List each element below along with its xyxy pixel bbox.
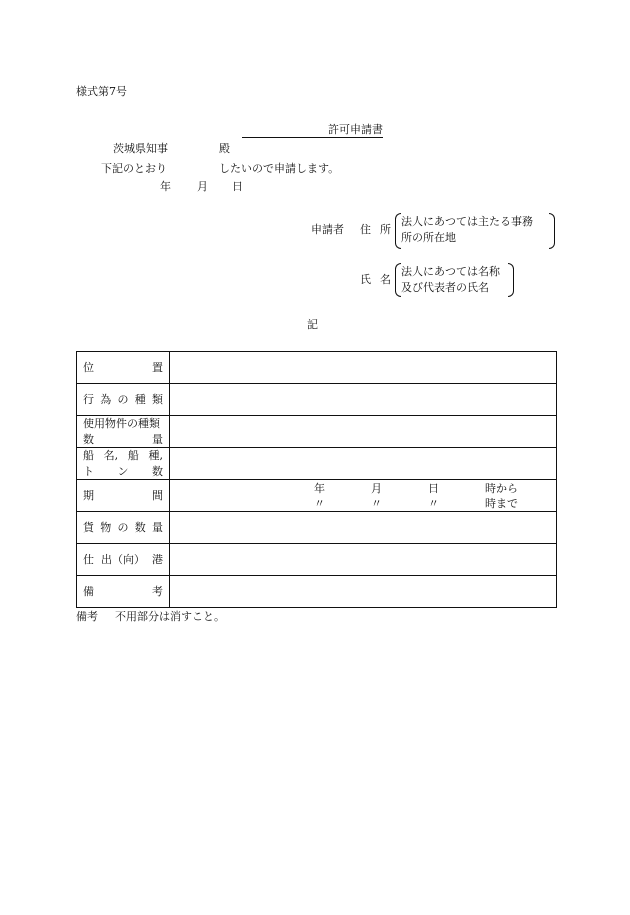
- footnote-text: 不用部分は消すこと。: [115, 610, 225, 623]
- application-table: [76, 351, 557, 608]
- label-char: 期: [83, 488, 94, 502]
- period-until-hour: 時まで: [485, 497, 518, 510]
- label-char: 類: [152, 392, 163, 406]
- document-title: 許可申請書: [242, 124, 383, 138]
- label-char: 出（向）: [101, 552, 145, 566]
- row-label-activity-type: [77, 384, 170, 416]
- period-from-year: 年: [314, 482, 325, 495]
- table-row: [77, 448, 557, 480]
- name-note-line-1: 法人にあつては名称: [401, 265, 500, 278]
- vessel-field[interactable]: [170, 448, 557, 480]
- period-field[interactable]: [170, 480, 557, 512]
- row-label-location: [77, 352, 170, 384]
- form-number: 様式第7号: [76, 85, 127, 98]
- location-field[interactable]: [170, 352, 557, 384]
- label-char: 考: [152, 584, 163, 598]
- table-row: [77, 544, 557, 576]
- row-label-vessel: [77, 448, 170, 480]
- period-from-hour: 時から: [485, 482, 518, 495]
- remarks-field[interactable]: [170, 576, 557, 608]
- label-char: の: [117, 520, 129, 534]
- label-char: 仕: [83, 552, 94, 566]
- row-label-port: [77, 544, 170, 576]
- ki-heading: 記: [307, 318, 318, 331]
- period-until-month-ditto: 〃: [371, 497, 382, 510]
- row-label-remarks: [77, 576, 170, 608]
- label-char: 数: [83, 432, 94, 446]
- address-bracket-right: [549, 213, 555, 249]
- label-char: 名,: [103, 449, 119, 463]
- cargo-quantity-field[interactable]: [170, 512, 557, 544]
- row-label-object-type-quantity: [77, 416, 170, 448]
- label-char: 備: [83, 584, 94, 598]
- honorific: 殿: [219, 142, 230, 155]
- footnote-label: 備考: [76, 610, 98, 623]
- label-char: 船: [83, 449, 94, 463]
- label-char: 数: [152, 464, 163, 478]
- label-char: 貨: [83, 520, 94, 534]
- table-row: [77, 512, 557, 544]
- label-char: 量: [152, 432, 163, 446]
- label-char: 行: [83, 392, 94, 406]
- period-until-year-ditto: 〃: [314, 497, 325, 510]
- intro-suffix: したいので申請します。: [219, 162, 340, 175]
- name-label: 氏名: [360, 273, 400, 286]
- date-year: 年: [160, 180, 171, 193]
- label-char: 量: [152, 520, 163, 534]
- label-char: 船: [127, 449, 139, 463]
- table-row: [77, 480, 557, 512]
- label-char: 物: [100, 520, 112, 534]
- name-bracket-right: [508, 263, 514, 297]
- table-row: [77, 416, 557, 448]
- label-text: 使用物件の種類: [83, 417, 160, 431]
- period-from-month: 月: [371, 482, 382, 495]
- label-char: 置: [152, 360, 163, 374]
- label-char: ン: [117, 464, 129, 478]
- address-note-line-1: 法人にあつては主たる事務: [401, 215, 533, 228]
- port-field[interactable]: [170, 544, 557, 576]
- label-char: 種,: [148, 449, 163, 463]
- intro-prefix: 下記のとおり: [101, 162, 167, 175]
- label-char: 為: [100, 392, 112, 406]
- object-type-quantity-field[interactable]: [170, 416, 557, 448]
- table-row: [77, 384, 557, 416]
- table-row: [77, 352, 557, 384]
- addressee: 茨城県知事: [113, 142, 168, 155]
- label-char: 位: [83, 360, 94, 374]
- label-char: 港: [152, 552, 163, 566]
- period-from-day: 日: [428, 482, 439, 495]
- table-row: [77, 576, 557, 608]
- label-char: 間: [152, 488, 163, 502]
- date-day: 日: [232, 180, 243, 193]
- footnote: [76, 611, 225, 622]
- date-month: 月: [197, 180, 208, 193]
- row-label-cargo-quantity: [77, 512, 170, 544]
- row-label-period: [77, 480, 170, 512]
- label-char: 数: [134, 520, 146, 534]
- label-char: 種: [134, 392, 146, 406]
- label-char: ト: [83, 464, 94, 478]
- address-note-line-2: 所の所在地: [401, 231, 456, 244]
- label-char: の: [117, 392, 129, 406]
- applicant-label: 申請者: [311, 223, 344, 236]
- address-label: 住所: [360, 223, 400, 236]
- name-note-line-2: 及び代表者の氏名: [401, 281, 489, 294]
- activity-type-field[interactable]: [170, 384, 557, 416]
- period-until-day-ditto: 〃: [428, 497, 439, 510]
